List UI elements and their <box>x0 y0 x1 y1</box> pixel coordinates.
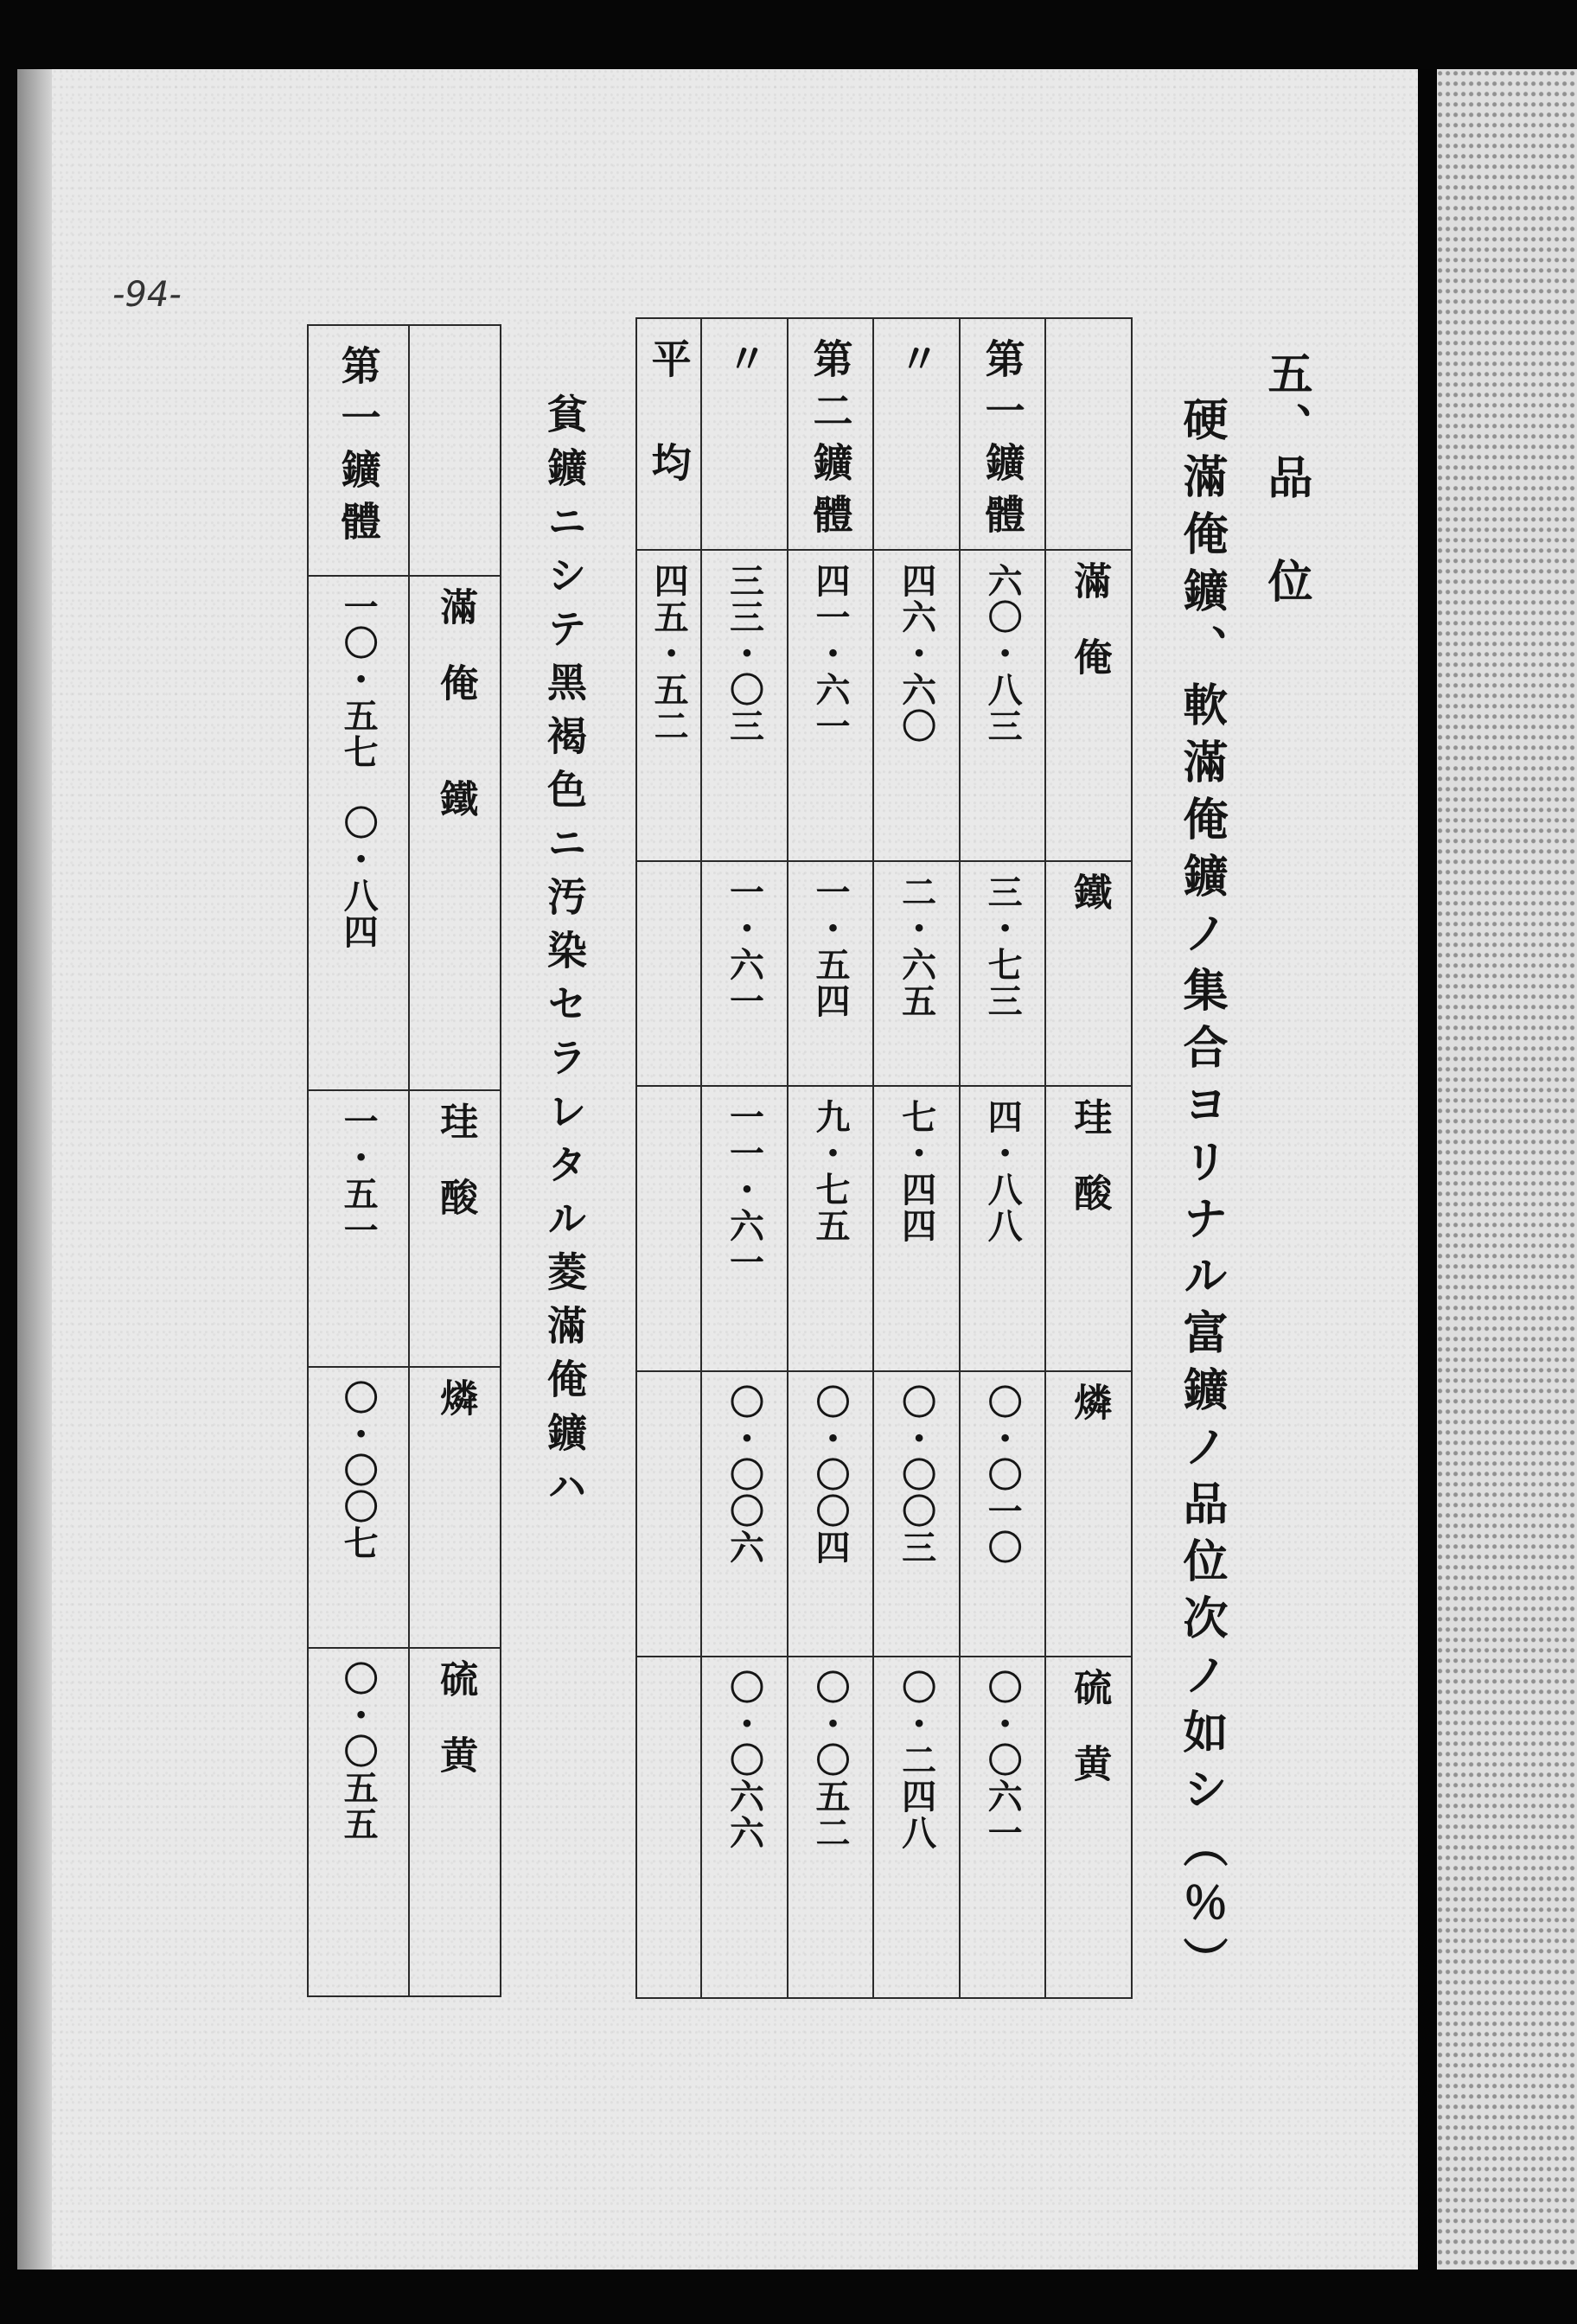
table-cell <box>960 318 1046 550</box>
table-cell <box>636 550 701 861</box>
table-cell <box>960 1657 1046 1998</box>
table-cell <box>873 318 960 550</box>
table-cell <box>873 1371 960 1657</box>
table-cell <box>701 861 788 1086</box>
adjacent-page-edge <box>1437 69 1577 2270</box>
column-header: 滿 俺 <box>433 587 478 701</box>
paragraph-poor-ore: 貧鑛ニシテ黑褐色ニ汚染セラレタル菱滿俺鑛ハ <box>541 393 588 1519</box>
column-header: 鐵 <box>1067 872 1112 910</box>
table-cell <box>960 550 1046 861</box>
value-sulphur: 〇・〇五二 <box>810 1670 852 1851</box>
table-cell <box>960 861 1046 1086</box>
column-header: 燐 <box>1067 1382 1112 1421</box>
table-cell <box>1045 1086 1132 1371</box>
value-manganese: 四五・五二 <box>648 563 690 744</box>
table-cell <box>960 1371 1046 1657</box>
table-cell <box>308 1648 409 1996</box>
table-cell <box>788 1371 874 1657</box>
table-cell <box>636 318 701 550</box>
table-cell <box>1045 1371 1132 1657</box>
table-cell <box>409 325 501 576</box>
table-cell <box>636 1086 701 1371</box>
table-cell <box>873 861 960 1086</box>
table-cell <box>788 318 874 550</box>
table-cell <box>701 1371 788 1657</box>
column-header: 鐵 <box>433 779 478 817</box>
table-cell <box>788 1657 874 1998</box>
table-cell <box>636 861 701 1086</box>
value-iron: 二・六五 <box>896 874 937 1019</box>
table-cell <box>308 576 409 1090</box>
table-cell <box>1045 1657 1132 1998</box>
table-cell <box>701 550 788 861</box>
column-header: 滿 俺 <box>1067 561 1112 675</box>
value-silica: 一一・六一 <box>724 1099 765 1280</box>
page-number: -94- <box>112 275 182 315</box>
value-manganese: 四六・六〇 <box>896 563 937 744</box>
value-iron: 〇・八四 <box>338 805 380 950</box>
value-silica: 一・五一 <box>338 1103 380 1248</box>
value-manganese: 三三・〇三 <box>724 563 765 744</box>
row-label: 第一鑛體 <box>335 345 382 552</box>
table-cell <box>701 318 788 550</box>
table-cell <box>788 1086 874 1371</box>
table-cell <box>701 1657 788 1998</box>
table-cell <box>409 1367 501 1648</box>
value-phosphorus: 〇・〇〇三 <box>896 1384 937 1566</box>
table-cell <box>636 1371 701 1657</box>
row-label: 第一鑛體 <box>979 338 1026 546</box>
table-cell <box>960 1086 1046 1371</box>
table-cell <box>308 1367 409 1648</box>
value-phosphorus: 〇・〇〇六 <box>724 1384 765 1566</box>
table-cell <box>308 325 409 576</box>
value-silica: 七・四四 <box>896 1099 937 1244</box>
table-cell <box>409 576 501 1090</box>
table-cell <box>873 1086 960 1371</box>
value-phosphorus: 〇・〇〇四 <box>810 1384 852 1566</box>
column-header: 珪 酸 <box>433 1101 478 1216</box>
table-cell <box>636 1657 701 1998</box>
row-label: 〃 <box>720 338 768 390</box>
value-iron: 一・六一 <box>724 874 765 1019</box>
value-sulphur: 〇・〇五五 <box>338 1661 380 1842</box>
section-heading: 五、品 位 <box>1260 350 1312 610</box>
table-cell <box>1045 861 1132 1086</box>
page-edge <box>17 69 52 2270</box>
value-silica: 九・七五 <box>810 1099 852 1244</box>
value-sulphur: 〇・〇六一 <box>982 1670 1024 1851</box>
value-manganese: 六〇・八三 <box>982 563 1024 744</box>
table-cell <box>308 1090 409 1367</box>
paragraph-rich-ore-grade: 硬滿俺鑛、軟滿俺鑛ノ集合ヨリナル富鑛ノ品位次ノ如シ（％） <box>1175 396 1228 1994</box>
value-silica: 四・八八 <box>982 1099 1024 1244</box>
table-cell <box>788 861 874 1086</box>
value-sulphur: 〇・二四八 <box>896 1670 937 1851</box>
value-phosphorus: 〇・〇〇七 <box>338 1380 380 1561</box>
book-gutter <box>1418 69 1437 2270</box>
table-cell <box>409 1090 501 1367</box>
column-header: 硫 黄 <box>1067 1668 1112 1782</box>
table-cell <box>873 1657 960 1998</box>
rich-ore-grade-table <box>635 317 1133 1999</box>
value-sulphur: 〇・〇六六 <box>724 1670 765 1851</box>
value-iron: 三・七三 <box>982 874 1024 1019</box>
column-header: 珪 酸 <box>1067 1097 1112 1211</box>
row-label: 平 均 <box>645 338 693 494</box>
value-manganese-and-iron <box>334 577 383 950</box>
column-header: 硫 黄 <box>433 1659 478 1773</box>
value-phosphorus: 〇・〇一〇 <box>982 1384 1024 1566</box>
row-label: 〃 <box>893 338 941 390</box>
column-header: 燐 <box>433 1378 478 1416</box>
table-cell <box>701 1086 788 1371</box>
column-headers-mn-fe <box>427 577 482 817</box>
table-cell <box>788 550 874 861</box>
value-manganese: 一〇・五七 <box>338 589 380 770</box>
table-cell <box>1045 550 1132 861</box>
poor-ore-grade-table <box>307 324 501 1997</box>
value-iron: 一・五四 <box>810 874 852 1019</box>
row-label: 第二鑛體 <box>807 338 854 546</box>
value-manganese: 四一・六一 <box>810 563 852 744</box>
table-cell <box>873 550 960 861</box>
table-cell <box>409 1648 501 1996</box>
table-cell <box>1045 318 1132 550</box>
